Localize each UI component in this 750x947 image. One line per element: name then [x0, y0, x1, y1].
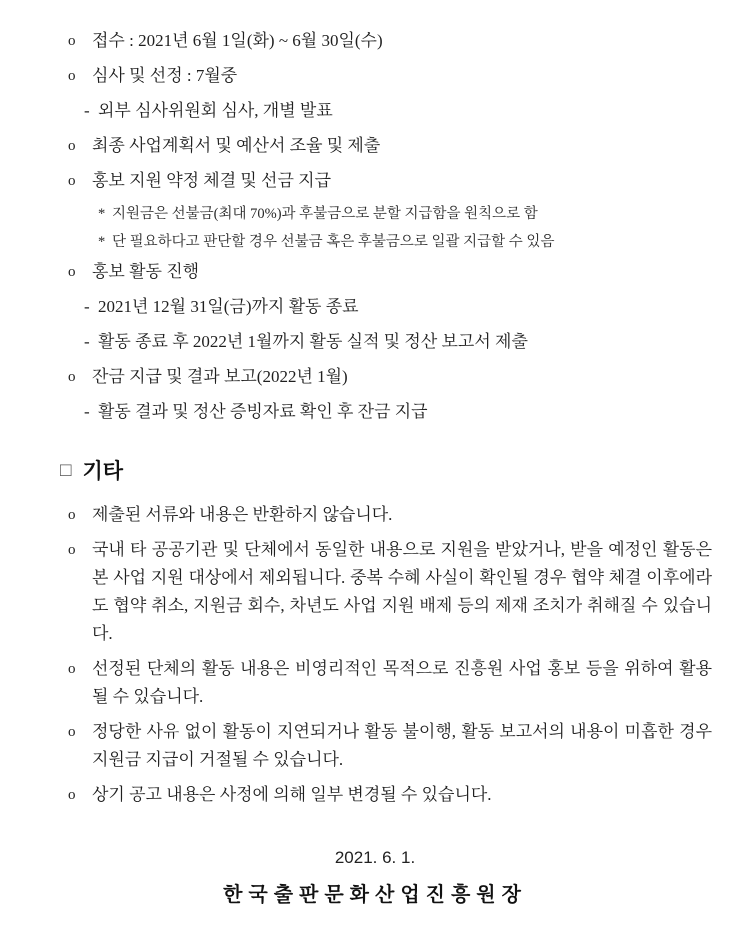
list-subitem [84, 331, 712, 353]
dash-marker: - [84, 402, 90, 421]
bullet-marker: o [68, 369, 76, 385]
list-item [68, 781, 712, 809]
list-item-text: 접수 : 2021년 6월 1일(화) ~ 6월 30일(수) [92, 31, 383, 50]
list-item-text: 정당한 사유 없이 활동이 지연되거나 활동 불이행, 활동 보고서의 내용이 미흡한 경우 지원금 지급이 거절될 수 있습니다. [92, 722, 712, 769]
signature: 한국출판문화산업진흥원장 [223, 884, 527, 906]
list-item-text: 선정된 단체의 활동 내용은 비영리적인 목적으로 진흥원 사업 홍보 등을 위하여 활용될 수 있습니다. [92, 659, 712, 706]
document-footer [0, 847, 750, 908]
list-item [68, 655, 712, 711]
asterisk-marker: * [98, 234, 106, 250]
etc-list [68, 501, 712, 809]
bullet-marker: o [68, 33, 76, 49]
list-item [68, 718, 712, 774]
bullet-marker: o [68, 507, 76, 523]
section-title: 기타 [82, 460, 124, 483]
list-item-text: 외부 심사위원회 심사, 개별 발표 [98, 101, 333, 120]
list-item-text: 심사 및 선정 : 7월중 [92, 66, 238, 85]
footnote-text: 단 필요하다고 판단할 경우 선불금 혹은 후불금으로 일괄 지급할 수 있음 [112, 234, 555, 250]
footnote-text: 지원금은 선불금(최대 70%)과 후불금으로 분할 지급함을 원칙으로 함 [112, 206, 538, 222]
bullet-marker: o [68, 542, 76, 558]
asterisk-marker: * [98, 206, 106, 222]
list-item-text: 홍보 지원 약정 체결 및 선금 지급 [92, 171, 331, 190]
document-date: 2021. 6. 1. [334, 848, 416, 867]
list-item-text: 최종 사업계획서 및 예산서 조율 및 제출 [92, 136, 381, 155]
list-item-text: 잔금 지급 및 결과 보고(2022년 1월) [92, 367, 348, 386]
list-item [68, 261, 712, 283]
bullet-marker: o [68, 661, 76, 677]
list-subitem [84, 100, 712, 122]
list-item [68, 170, 712, 192]
dash-marker: - [84, 297, 90, 316]
bullet-marker: o [68, 138, 76, 154]
list-item [68, 536, 712, 648]
bullet-marker: o [68, 173, 76, 189]
dash-marker: - [84, 101, 90, 120]
list-item [68, 30, 712, 52]
bullet-marker: o [68, 264, 76, 280]
list-subitem [84, 296, 712, 318]
bullet-marker: o [68, 787, 76, 803]
schedule-list [68, 30, 712, 423]
dash-marker: - [84, 332, 90, 351]
footnote-item [98, 205, 712, 224]
list-item-text: 활동 결과 및 정산 증빙자료 확인 후 잔금 지급 [98, 402, 428, 421]
list-item [68, 366, 712, 388]
bullet-marker: o [68, 724, 76, 740]
section-header-etc [60, 455, 712, 485]
bullet-marker: o [68, 68, 76, 84]
list-item-text: 제출된 서류와 내용은 반환하지 않습니다. [92, 505, 393, 524]
list-item [68, 65, 712, 87]
list-subitem [84, 401, 712, 423]
list-item-text: 국내 타 공공기관 및 단체에서 동일한 내용으로 지원을 받았거나, 받을 예정인 활동은 본 사업 지원 대상에서 제외됩니다. 중복 수혜 사실이 확인될 경우 협약 체결 이후에라도 협약 취소, 지원금 회수, 차년도 사업 지원 배제 등의 제재 조치가 취해질 수 있습니다. [92, 540, 712, 643]
square-marker: □ [60, 459, 72, 481]
list-item-text: 활동 종료 후 2022년 1월까지 활동 실적 및 정산 보고서 제출 [98, 332, 528, 351]
list-item-text: 상기 공고 내용은 사정에 의해 일부 변경될 수 있습니다. [92, 785, 492, 804]
list-item [68, 135, 712, 157]
list-item [68, 501, 712, 529]
footnote-item [98, 233, 712, 252]
list-item-text: 홍보 활동 진행 [92, 262, 200, 281]
list-item-text: 2021년 12월 31일(금)까지 활동 종료 [98, 297, 359, 316]
